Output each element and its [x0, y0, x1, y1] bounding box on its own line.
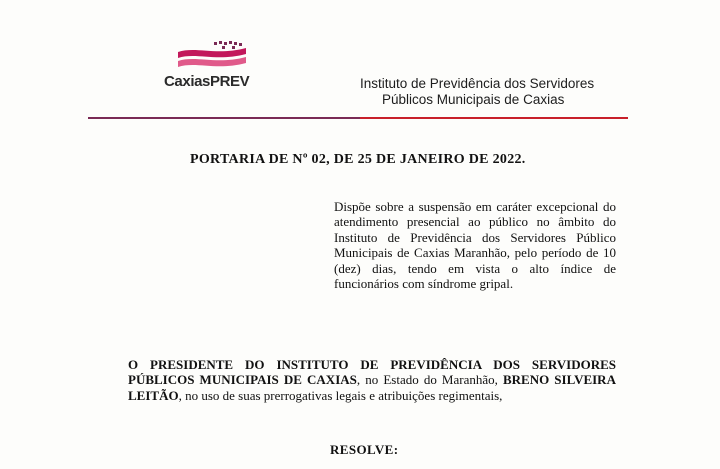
- header-divider-red: [360, 117, 628, 119]
- preamble-text-1: , no Estado do Maranhão,: [356, 372, 503, 388]
- institute-name: [360, 76, 594, 108]
- preamble-paragraph: [128, 357, 616, 403]
- preamble-bold-2: BRENO SILVEIRA LEITÃO: [128, 372, 616, 403]
- institute-name-line2: Públicos Municipais de Caxias: [382, 92, 565, 107]
- document-title: PORTARIA DE Nº 02, DE 25 DE JANEIRO DE 2022.: [190, 152, 526, 167]
- preamble-bold-1: O PRESIDENTE DO INSTITUTO DE PREVIDÊNCIA DOS SERVIDORES PÚBLICOS MUNICIPAIS DE CAXIAS: [128, 357, 616, 388]
- resolve-heading: RESOLVE:: [330, 442, 399, 457]
- ementa-paragraph: Dispõe sobre a suspensão em caráter excepcional do atendimento presencial ao público no âmbito do Instituto de Previdência dos Servidores Público Municipais de Caxias Maranhão, pelo período de 10 (dez) dias, tendo em vista o alto índice de funcionários com síndrome gripal.: [334, 199, 616, 292]
- caxiasprev-logo: [164, 40, 260, 90]
- institute-name-line1: Instituto de Previdência dos Servidores: [360, 76, 595, 91]
- logo-text: CaxiasPREV: [164, 73, 250, 90]
- caxiasprev-logo-icon: [176, 40, 248, 72]
- preamble-text-2: , no uso de suas prerrogativas legais e atribuições regimentais,: [178, 387, 503, 403]
